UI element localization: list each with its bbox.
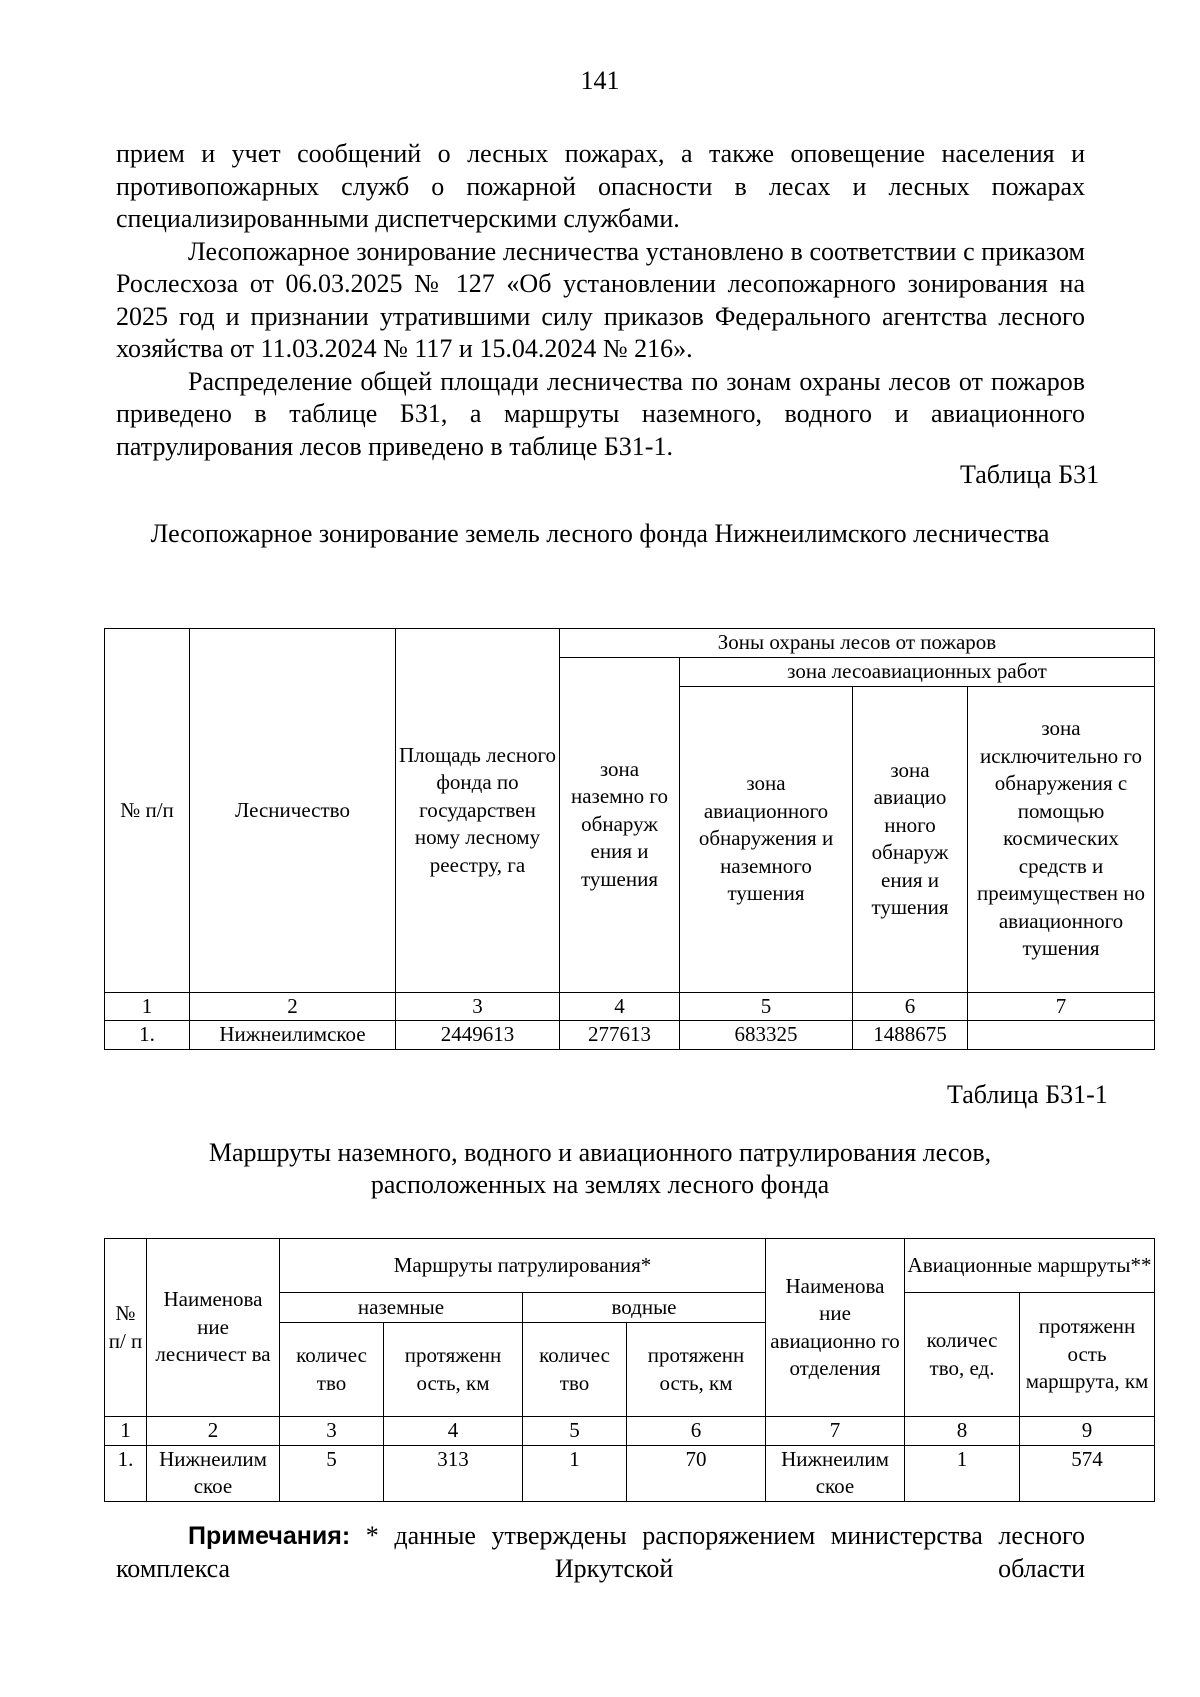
cell-ground-length: 313 [384, 1445, 523, 1501]
table-b31-1-title-line1: Маршруты наземного, водного и авиационного патрулирования лесов, [208, 1138, 992, 1167]
header-aviation-count: количес тво, ед. [905, 1293, 1020, 1417]
cell-aviation-count: 1 [905, 1445, 1020, 1501]
header-ground: наземные [280, 1293, 523, 1323]
cell-zone-aviation: 1488675 [853, 1021, 968, 1050]
table-b31-1-title-line2: расположенных на землях лесного фонда [370, 1170, 830, 1199]
column-number: 5 [680, 992, 853, 1021]
table-b31-label: Таблица Б31 [960, 460, 1100, 489]
cell-aviation-length: 574 [1020, 1445, 1155, 1501]
cell-forestry: Нижнеилимское [190, 1021, 396, 1050]
table-row [105, 1021, 1155, 1050]
cell-num: 1. [105, 1021, 190, 1050]
cell-aviation-unit: Нижнеилим ское [766, 1445, 905, 1501]
header-aviation-group: зона лесоавиационных работ [680, 657, 1155, 686]
column-number: 1 [105, 992, 190, 1021]
column-number: 4 [384, 1417, 523, 1446]
column-number: 4 [560, 992, 680, 1021]
column-number: 7 [968, 992, 1155, 1021]
table-b31 [104, 628, 1155, 1050]
header-aviation-unit: Наименова ние авиационно го отделения [766, 1239, 905, 1417]
table-b31-1-label: Таблица Б31-1 [947, 1080, 1108, 1109]
header-routes-group: Маршруты патрулирования* [280, 1239, 766, 1293]
cell-zone-ground: 277613 [560, 1021, 680, 1050]
header-forestry: Лесничество [190, 629, 396, 993]
column-number: 8 [905, 1417, 1020, 1446]
column-number: 3 [396, 992, 560, 1021]
header-zone-ground: зона наземно го обнаруж ения и тушения [560, 657, 680, 992]
cell-water-count: 1 [523, 1445, 627, 1501]
header-aviation-length: протяженн ость маршрута, км [1020, 1293, 1155, 1417]
table-b31-title: Лесопожарное зонирование земель лесного фонда Нижнеилимского лесничества [150, 519, 1050, 548]
column-number: 1 [105, 1417, 147, 1446]
header-water: водные [523, 1293, 766, 1323]
column-number: 7 [766, 1417, 905, 1446]
paragraph-3: Распределение общей площади лесничества по зонам охраны лесов от пожаров приведено в таблице Б31, а маршруты наземного, водного и авиационного патрулирования лесов приведено в таблице Б31-1. [116, 366, 1085, 461]
header-area: Площадь лесного фонда по государствен ному лесному реестру, га [396, 629, 560, 993]
header-zone-aviation: зона авиацио нного обнаруж ения и тушения [853, 686, 968, 992]
header-zones-group: Зоны охраны лесов от пожаров [560, 629, 1155, 658]
cell-ground-count: 5 [280, 1445, 384, 1501]
table-row [105, 1445, 1155, 1501]
header-zone-aviation-ground: зона авиационного обнаружения и наземного тушения [680, 686, 853, 992]
header-num: № п/п [105, 629, 190, 993]
cell-area: 2449613 [396, 1021, 560, 1050]
header-zone-space: зона исключительно го обнаружения с помощью космических средств и преимуществен но авиационного тушения [968, 686, 1155, 992]
notes-text: * данные утверждены распоряжением министерства лесного комплекса Иркутской области [116, 1521, 1085, 1583]
body-text [116, 138, 1085, 463]
cell-zone-space [968, 1021, 1155, 1050]
notes-label: Примечания: [188, 1522, 351, 1550]
header-forestry: Наименова ние лесничест ва [147, 1239, 280, 1417]
paragraph-2: Лесопожарное зонирование лесничества установлено в соответствии с приказом Рослесхоза от 06.03.2025 № 127 «Об установлении лесопожарного зонирования на 2025 год и признании утратившими силу приказов Федерального агентства лесного хозяйства от 11.03.2024 № 117 и 15.04.2024 № 216». [116, 236, 1085, 363]
cell-zone-aviation-ground: 683325 [680, 1021, 853, 1050]
column-number: 3 [280, 1417, 384, 1446]
column-number: 2 [190, 992, 396, 1021]
column-number: 5 [523, 1417, 627, 1446]
cell-forestry: Нижнеилим ское [147, 1445, 280, 1501]
notes [116, 1520, 1085, 1585]
header-aviation-routes: Авиационные маршруты** [905, 1239, 1155, 1293]
header-ground-count: количес тво [280, 1323, 384, 1417]
column-number: 6 [627, 1417, 766, 1446]
header-num: № п/ п [105, 1239, 147, 1417]
header-ground-length: протяженн ость, км [384, 1323, 523, 1417]
header-water-length: протяженн ость, км [627, 1323, 766, 1417]
column-number: 9 [1020, 1417, 1155, 1446]
table-b31-1 [104, 1238, 1155, 1502]
page-number: 141 [580, 66, 620, 95]
paragraph-1: прием и учет сообщений о лесных пожарах, а также оповещение населения и противопожарных служб о пожарной опасности в лесах и лесных пожарах специализированными диспетчерскими службами. [116, 139, 1085, 233]
cell-num: 1. [105, 1445, 147, 1501]
column-number: 6 [853, 992, 968, 1021]
column-number: 2 [147, 1417, 280, 1446]
header-water-count: количес тво [523, 1323, 627, 1417]
cell-water-length: 70 [627, 1445, 766, 1501]
